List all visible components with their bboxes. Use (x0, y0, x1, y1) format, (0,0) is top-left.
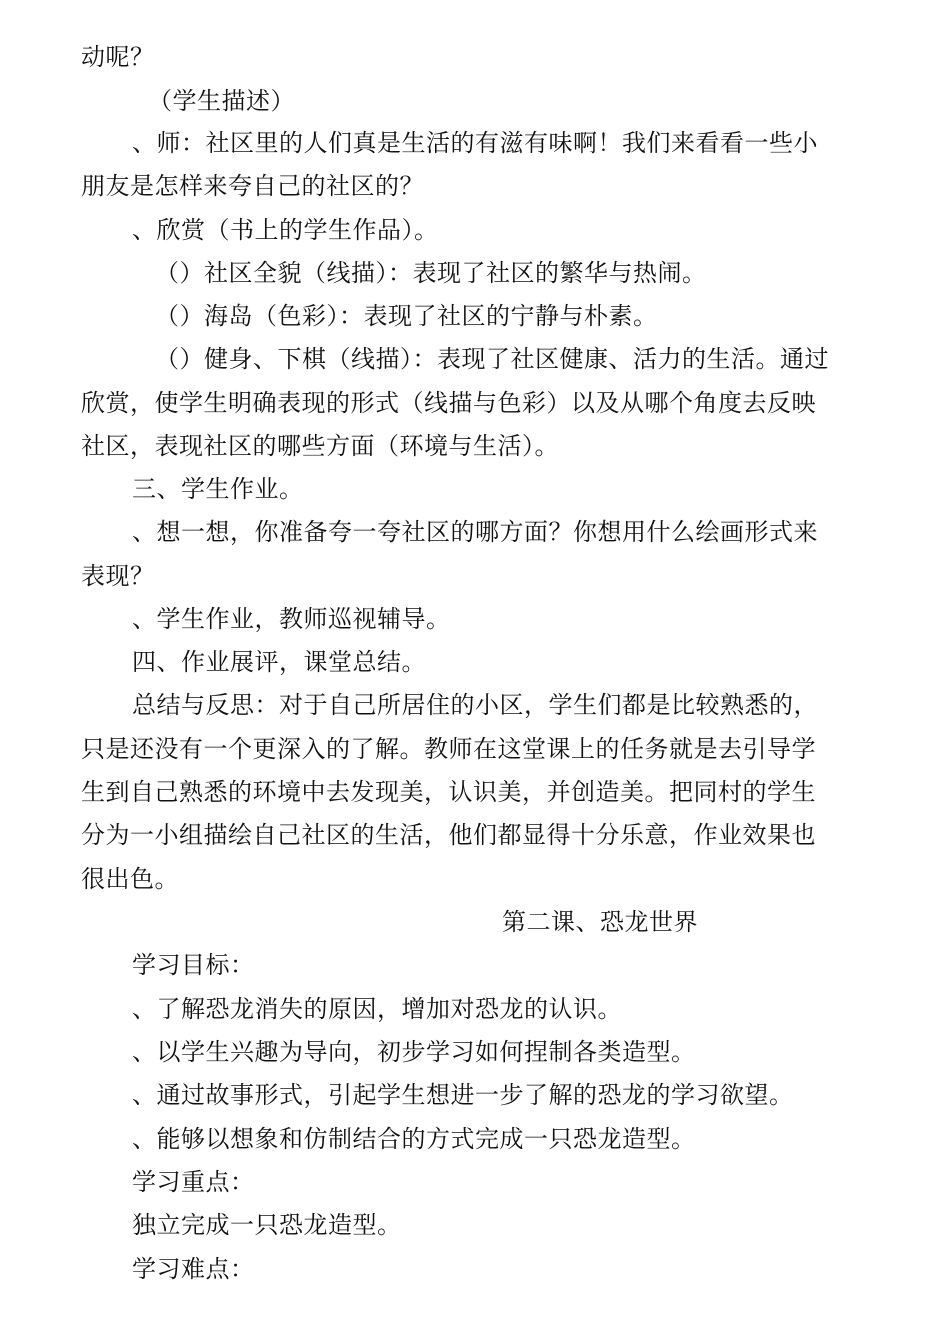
text-line: 朋友是怎样来夸自己的社区的？ (81, 172, 424, 200)
text-line: 欣赏，使学生明确表现的形式（线描与色彩）以及从哪个角度去反映 (81, 389, 816, 417)
text-line: 动呢？ (81, 43, 155, 71)
text-line: 、欣赏（书上的学生作品）。 (132, 216, 439, 244)
text-line: 、师：社区里的人们真是生活的有滋有味啊！我们来看看一些小 (132, 129, 818, 157)
lesson-title: 第二课、恐龙世界 (502, 908, 698, 936)
text-line: 只是还没有一个更深入的了解。教师在这堂课上的任务就是去引导学 (81, 735, 816, 763)
text-line: 很出色。 (81, 865, 179, 893)
text-line: 、能够以想象和仿制结合的方式完成一只恐龙造型。 (132, 1125, 696, 1153)
text-line: 总结与反思：对于自己所居住的小区，学生们都是比较熟悉的， (132, 691, 818, 719)
text-line: 、通过故事形式，引起学生想进一步了解的恐龙的学习欲望。 (132, 1081, 794, 1109)
text-line: 社区，表现社区的哪些方面（环境与生活）。 (81, 432, 559, 460)
text-line: 独立完成一只恐龙造型。 (132, 1211, 402, 1239)
text-line: 、学生作业，教师巡视辅导。 (132, 605, 451, 633)
text-line: （）海岛（色彩）：表现了社区的宁静与朴素。 (155, 302, 658, 330)
text-line: （学生描述） (148, 87, 295, 115)
section-heading: 三、学生作业。 (132, 475, 304, 503)
section-heading: 四、作业展评，课堂总结。 (132, 648, 426, 676)
text-line: 表现？ (81, 562, 155, 590)
section-heading: 学习重点： (132, 1168, 255, 1196)
text-line: （）社区全貌（线描）：表现了社区的繁华与热闹。 (155, 259, 707, 287)
text-line: 分为一小组描绘自己社区的生活，他们都显得十分乐意，作业效果也 (81, 821, 816, 849)
section-heading: 学习目标： (132, 951, 255, 979)
text-line: 生到自己熟悉的环境中去发现美，认识美，并创造美。把同村的学生 (81, 778, 816, 806)
text-line: 、了解恐龙消失的原因，增加对恐龙的认识。 (132, 995, 622, 1023)
text-line: 、想一想，你准备夸一夸社区的哪方面？你想用什么绘画形式来 (132, 518, 818, 546)
text-line: 、以学生兴趣为导向，初步学习如何捏制各类造型。 (132, 1038, 696, 1066)
text-line: （）健身、下棋（线描）：表现了社区健康、活力的生活。通过 (155, 345, 829, 373)
section-heading: 学习难点： (132, 1255, 255, 1283)
